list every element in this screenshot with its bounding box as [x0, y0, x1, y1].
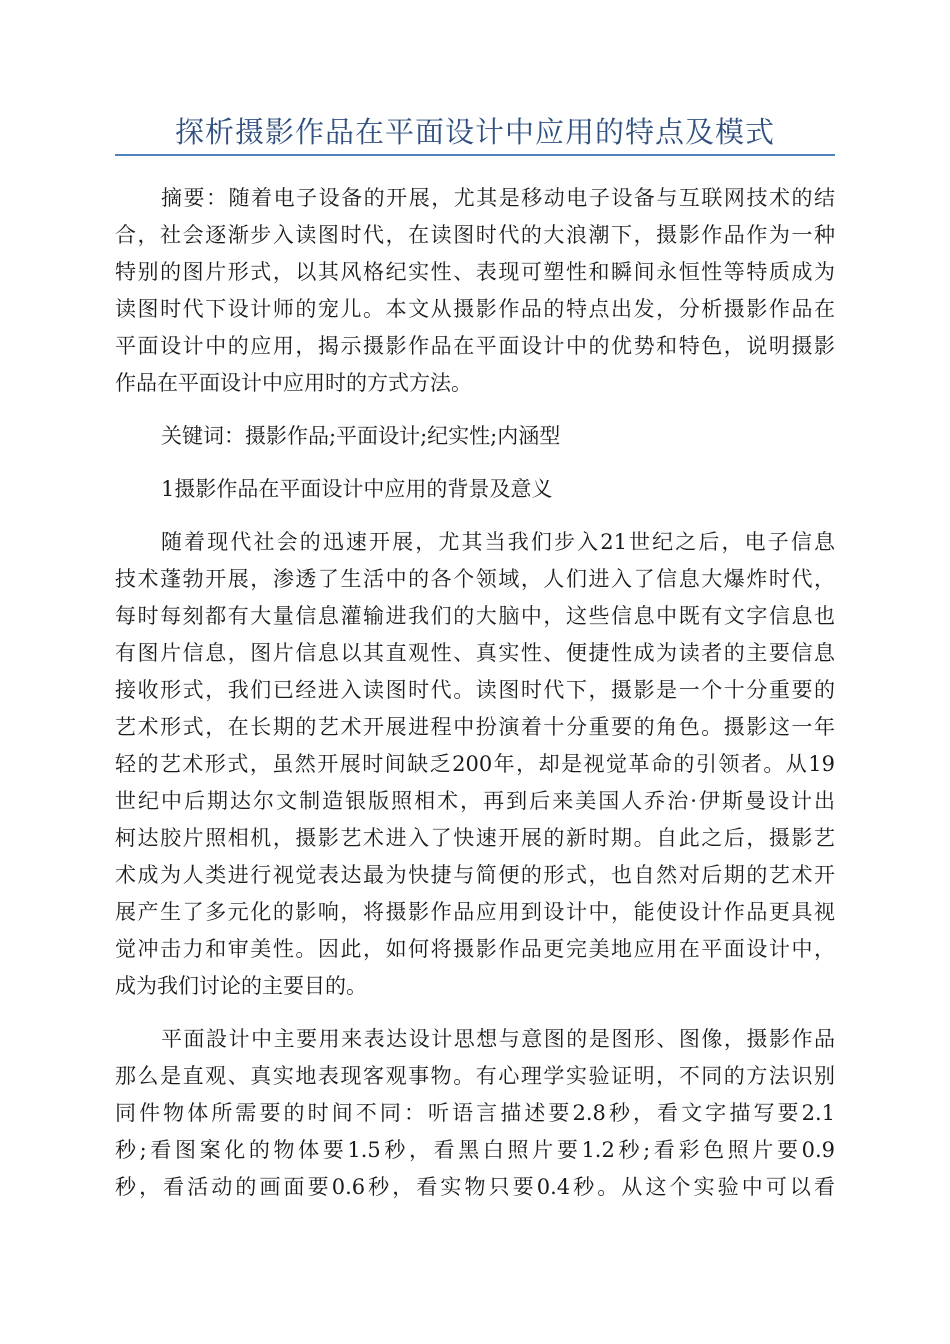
paragraph-gap [115, 508, 835, 524]
paragraph-line: 每时每刻都有大量信息灌输进我们的大脑中，这些信息中既有文字信息也 [115, 604, 835, 628]
body-paragraph-1 [115, 524, 835, 1005]
abstract-line: 合，社会逐渐步入读图时代，在读图时代的大浪潮下，摄影作品作为一种 [115, 223, 835, 247]
paragraph-line: 觉冲击力和审美性。因此，如何将摄影作品更完美地应用在平面设计中， [115, 937, 835, 961]
paragraph-line: 有图片信息，图片信息以其直观性、真实性、便捷性成为读者的主要信息 [115, 641, 835, 665]
abstract-line: 平面设计中的应用，揭示摄影作品在平面设计中的优势和特色，说明摄影 [115, 334, 835, 358]
abstract-line: 摘要：随着电子设备的开展，尤其是移动电子设备与互联网技术的结 [161, 186, 835, 210]
paragraph-line: 技术蓬勃开展，渗透了生活中的各个领域，人们进入了信息大爆炸时代， [115, 567, 835, 591]
paragraph-line: 平面設计中主要用来表达设计思想与意图的是图形、图像，摄影作品 [161, 1027, 835, 1051]
abstract-paragraph [115, 180, 835, 402]
paragraph-line: 艺术形式，在长期的艺术开展进程中扮演着十分重要的角色。摄影这一年 [115, 715, 835, 739]
section-heading: 1摄影作品在平面设计中应用的背景及意义 [161, 477, 553, 501]
paragraph-line: 术成为人类进行视觉表达最为快捷与简便的形式，也自然对后期的艺术开 [115, 863, 835, 887]
paragraph-gap [115, 455, 835, 471]
paragraph-gap [115, 1005, 835, 1021]
paragraph-line: 轻的艺术形式，虽然开展时间缺乏200年，却是视觉革命的引领者。从19 [115, 752, 835, 776]
paragraph-line: 秒;看图案化的物体要1.5秒，看黑白照片要1.2秒;看彩色照片要0.9 [115, 1138, 835, 1162]
paragraph-line: 展产生了多元化的影响，将摄影作品应用到设计中，能使设计作品更具视 [115, 900, 835, 924]
abstract-line: 特别的图片形式，以其风格纪实性、表现可塑性和瞬间永恒性等特质成为 [115, 260, 835, 284]
abstract-line: 读图时代下设计师的宠儿。本文从摄影作品的特点出发，分析摄影作品在 [115, 297, 835, 321]
abstract-line: 作品在平面设计中应用时的方式方法。 [115, 371, 472, 395]
body-paragraph-2 [115, 1021, 835, 1206]
paragraph-line: 秒，看活动的画面要0.6秒，看实物只要0.4秒。从这个实验中可以看 [115, 1175, 835, 1199]
paragraph-line: 同件物体所需要的时间不同：听语言描述要2.8秒，看文字描写要2.1 [115, 1101, 835, 1125]
paragraph-line: 世纪中后期达尔文制造银版照相术，再到后来美国人乔治·伊斯曼设计出 [115, 789, 835, 813]
paragraph-line: 接收形式，我们已经进入读图时代。读图时代下，摄影是一个十分重要的 [115, 678, 835, 702]
paragraph-line: 柯达胶片照相机，摄影艺术进入了快速开展的新时期。自此之后，摄影艺 [115, 826, 835, 850]
document-title: 探析摄影作品在平面设计中应用的特点及模式 [174, 115, 775, 149]
keywords-line: 关键词：摄影作品;平面设计;纪实性;内涵型 [161, 424, 561, 448]
paragraph-gap [115, 402, 835, 418]
title-underline [115, 154, 835, 156]
paragraph-line: 那么是直观、真实地表现客观事物。有心理学实验证明，不同的方法识别 [115, 1064, 835, 1088]
paragraph-line: 成为我们讨论的主要目的。 [115, 974, 367, 998]
paragraph-line: 随着现代社会的迅速开展，尤其当我们步入21世纪之后，电子信息 [161, 530, 835, 554]
document-body [115, 180, 835, 1206]
